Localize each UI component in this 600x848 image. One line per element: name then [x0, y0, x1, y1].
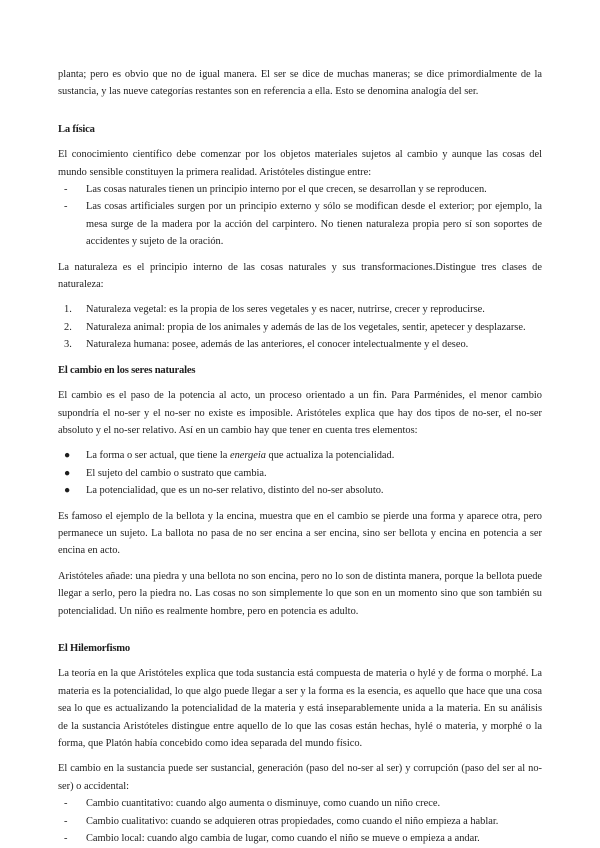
list-item: ● La forma o ser actual, que tiene la energeia que actualiza la potencialidad. [58, 447, 542, 464]
number-marker: 3. [64, 339, 72, 351]
fisica-dash-list [58, 181, 542, 251]
dash-marker: - [64, 184, 68, 196]
list-item: 1. Naturaleza vegetal: es la propia de los seres vegetales y es nacer, nutrirse, crecer y reproducirse. [58, 301, 542, 318]
dash-marker: - [64, 798, 68, 810]
cambio-bullet-list [58, 447, 542, 499]
list-item: - Las cosas artificiales surgen por un principio externo y sólo se modifican desde el exterior; por ejemplo, la mesa surge de la madera por la acción del carpintero. No tienen naturaleza propia pero sí son soportes de accidentes y sujeto de la oración. [58, 198, 542, 250]
number-marker: 1. [64, 304, 72, 316]
list-item: ● El sujeto del cambio o sustrato que cambia. [58, 465, 542, 482]
energeia-term: energeia [229, 450, 266, 462]
page-content [58, 66, 542, 847]
cambio-paragraph: El cambio es el paso de la potencia al acto, un proceso orientado a un fin. Para Parménides, el menor cambio supondría el no-ser y el no-ser no existe es imposible. Aristóteles explica que hay dos tipos de no-ser, el no-ser absoluto y el no-ser relativo. Así en un cambio hay que tener en cuenta tres elementos: [58, 390, 542, 436]
dash-marker: - [64, 201, 68, 213]
cambio-accidental-list [58, 795, 542, 847]
dash-marker: - [64, 833, 68, 845]
number-marker: 2. [64, 321, 72, 333]
list-item: - Cambio cualitativo: cuando se adquieren otras propiedades, como cuando el niño empieza a hablar. [58, 813, 542, 830]
bullet-marker: ● [64, 485, 71, 497]
cambio-paragraph-3: Aristóteles añade: una piedra y una bellota no son encina, pero no lo son de distinta manera, porque la bellota puede llegar a serlo, pero la piedra no. Las cosas no son simplemente lo que son en un momento sino que son también su potencialidad. Un niño es realmente hombre, pero en potencia es adulto. [58, 570, 542, 617]
bullet-marker: ● [64, 467, 71, 479]
section-heading-fisica: La física [58, 123, 95, 135]
hilemorfismo-paragraph: La teoría en la que Aristóteles explica que toda sustancia está compuesta de materia o hylé y de forma o morphé. La materia es la potencialidad, lo que algo puede llegar a ser y la forma es la esencia, es aquello que hace que una cosa sea lo que es actualizando la potencialidad de la materia y está inseparablemente unida a la materia. En su análisis de la sustancia Aristóteles distingue entre aquello de lo que las cosas están hechas, hylé o materia, y morphé o la forma, que Platón había concebido como idea separada del mundo físico. [58, 668, 542, 749]
bullet-marker: ● [64, 450, 71, 462]
list-item: 2. Naturaleza animal: propia de los animales y además de las de los vegetales, sentir, apetecer y desplazarse. [58, 319, 542, 336]
intro-paragraph: planta; pero es obvio que no de igual manera. El ser se dice de muchas maneras; se dice primordialmente de la sustancia, y las nueve categorías restantes son en referencia a ella. Esto se denomina analogía del ser. [58, 69, 542, 98]
fisica-paragraph: El conocimiento científico debe comenzar por los objetos materiales sujetos al cambio y aunque las cosas del mundo sensible constituyen la primera realidad. Aristóteles distingue entre: [58, 149, 542, 178]
list-item: 3. Naturaleza humana: posee, además de las anteriores, el conocer intelectualmente y el deseo. [58, 336, 542, 353]
section-heading-hilemorfismo: El Hilemorfismo [58, 642, 131, 654]
list-item: - Cambio local: cuando algo cambia de lugar, como cuando el niño se mueve o empieza a andar. [58, 830, 542, 847]
section-heading-cambio: El cambio en los seres naturales [58, 364, 196, 376]
list-item: - Cambio cuantitativo: cuando algo aumenta o disminuye, como cuando un niño crece. [58, 795, 542, 812]
fisica-paragraph-2: La naturaleza es el principio interno de las cosas naturales y sus transformaciones.Distingue tres clases de naturaleza: [58, 261, 542, 291]
list-item: - Las cosas naturales tienen un principio interno por el que crecen, se desarrollan y se reproducen. [58, 181, 542, 198]
cambio-paragraph-2: Es famoso el ejemplo de la bellota y la encina, muestra que en el cambio se pierde una forma y aparece otra, pero permanece un sujeto. La ballota no pasa de no ser encina a ser encina, sino ser bellota y encina en potencia a ser encina en acto. [58, 510, 542, 557]
naturaleza-numbered-list [58, 301, 542, 353]
hilemorfismo-paragraph-2: El cambio en la sustancia puede ser sustancial, generación (paso del no-ser al ser) y corrupción (paso del ser al no-ser) o accidental: [58, 763, 542, 792]
dash-marker: - [64, 815, 68, 827]
list-item: ● La potencialidad, que es un no-ser relativo, distinto del no-ser absoluto. [58, 482, 542, 499]
